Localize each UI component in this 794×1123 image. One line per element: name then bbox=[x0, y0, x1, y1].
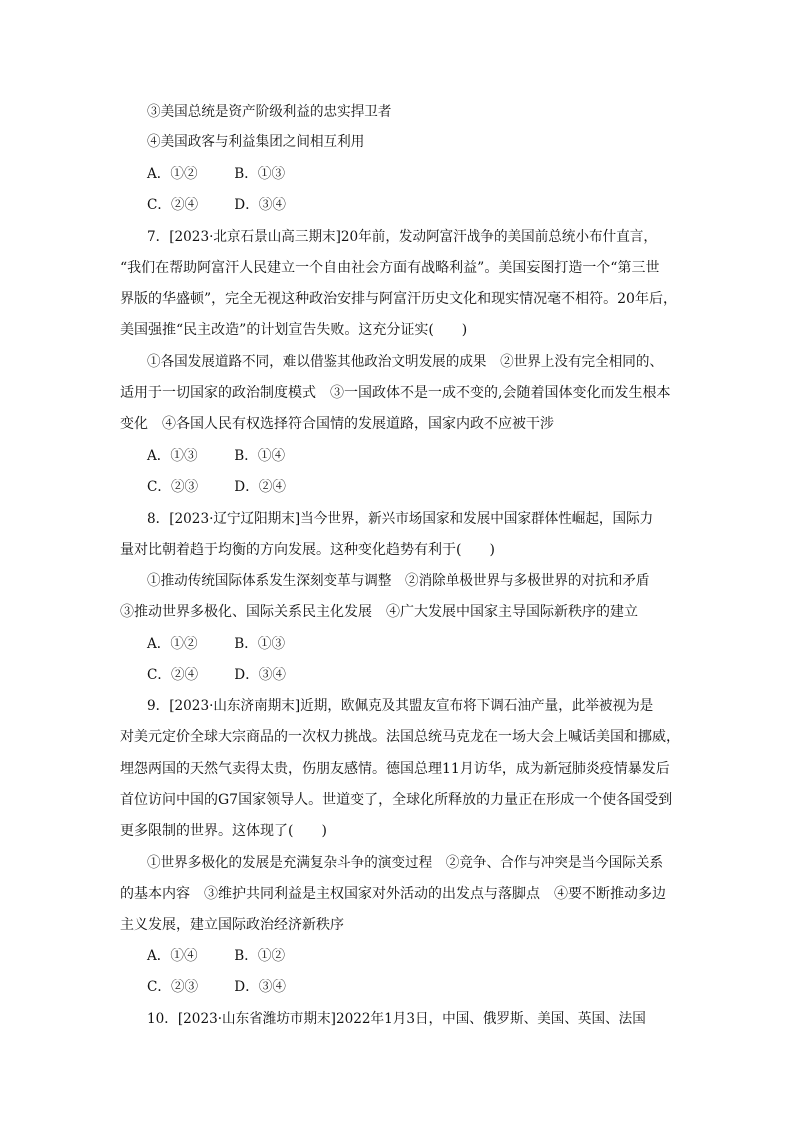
statement: ④美国政客与利益集团之间相互利用 bbox=[147, 134, 365, 150]
option-a: A．①④ bbox=[147, 948, 198, 964]
option-d: D．③④ bbox=[234, 667, 286, 683]
question-9-statements: ①世界多极化的发展是充满复杂斗争的演变过程 ②竞争、合作与冲突是当今国际关系 bbox=[147, 855, 664, 871]
question-7-stem: 美国强推“民主改造”的计划宣告失败。这充分证实( ) bbox=[120, 322, 468, 338]
question-9-stem: 首位访问中国的G7国家领导人。世道变了，全球化所释放的力量正在形成一个使各国受到 bbox=[120, 792, 673, 808]
question-9-stem: 更多限制的世界。这体现了( ) bbox=[120, 823, 327, 839]
option-c: C．②④ bbox=[147, 197, 199, 213]
question-7-statements: 变化 ④各国人民有权选择符合国情的发展道路，国家内政不应被干涉 bbox=[120, 416, 554, 432]
question-8-stem: 8．[2023·辽宁辽阳期末]当今世界，新兴市场国家和发展中国家群体性崛起，国际力 bbox=[147, 511, 654, 527]
question-7-statements: ①各国发展道路不同，难以借鉴其他政治文明发展的成果 ②世界上没有完全相同的、 bbox=[147, 354, 664, 370]
option-c: C．②③ bbox=[147, 979, 199, 995]
question-8-statements: ③推动世界多极化、国际关系民主化发展 ④广大发展中国家主导国际新秩序的建立 bbox=[120, 604, 638, 620]
option-b: B．①③ bbox=[234, 166, 286, 182]
option-d: D．③④ bbox=[234, 197, 286, 213]
question-10-stem: 10．[2023·山东省潍坊市期末]2022年1月3日，中国、俄罗斯、美国、英国、法国 bbox=[147, 1011, 646, 1027]
question-7-stem: “我们在帮助阿富汗人民建立一个自由社会方面有战略利益”。美国妄图打造一个“第三世 bbox=[120, 260, 660, 276]
question-8-statements: ①推动传统国际体系发生深刻变革与调整 ②消除单极世界与多极世界的对抗和矛盾 bbox=[147, 573, 650, 589]
option-d: D．③④ bbox=[234, 979, 286, 995]
question-8-stem: 量对比朝着趋于均衡的方向发展。这种变化趋势有利于( ) bbox=[120, 542, 495, 558]
option-c: C．②④ bbox=[147, 667, 199, 683]
option-b: B．①③ bbox=[234, 636, 286, 652]
options-row bbox=[147, 164, 690, 184]
option-a: A．①③ bbox=[147, 448, 198, 464]
options-row bbox=[147, 665, 690, 685]
question-9-stem: 9．[2023·山东济南期末]近期，欧佩克及其盟友宣布将下调石油产量，此举被视为是 bbox=[147, 698, 654, 714]
question-9-stem: 对美元定价全球大宗商品的一次权力挑战。法国总统马克龙在一场大会上喊话美国和挪威， bbox=[120, 729, 680, 745]
question-7-stem: 界版的华盛顿”，完全无视这种政治安排与阿富汗历史文化和现实情况毫不相符。20年后， bbox=[120, 291, 677, 307]
option-c: C．②③ bbox=[147, 479, 199, 495]
options-row bbox=[147, 634, 690, 654]
question-7-statements: 适用于一切国家的政治制度模式 ③一国政体不是一成不变的,会随着国体变化而发生根本 bbox=[120, 385, 671, 401]
options-row bbox=[147, 446, 690, 466]
option-b: B．①② bbox=[234, 948, 286, 964]
options-row bbox=[147, 977, 690, 997]
statement: ③美国总统是资产阶级利益的忠实捍卫者 bbox=[147, 104, 392, 120]
options-row bbox=[147, 946, 690, 966]
options-row bbox=[147, 477, 690, 497]
options-row bbox=[147, 195, 690, 215]
option-b: B．①④ bbox=[234, 448, 286, 464]
question-9-statements: 的基本内容 ③维护共同利益是主权国家对外活动的出发点与落脚点 ④要不断推动多边 bbox=[120, 886, 666, 902]
question-7-stem: 7．[2023·北京石景山高三期末]20年前，发动阿富汗战争的美国前总统小布什直言， bbox=[147, 229, 657, 245]
option-a: A．①② bbox=[147, 636, 198, 652]
question-9-statements: 主义发展，建立国际政治经济新秩序 bbox=[120, 917, 344, 933]
option-d: D．②④ bbox=[234, 479, 286, 495]
question-9-stem: 埋怨两国的天然气卖得太贵，伤朋友感情。德国总理11月访华，成为新冠肺炎疫情暴发后 bbox=[120, 761, 670, 777]
option-a: A．①② bbox=[147, 166, 198, 182]
